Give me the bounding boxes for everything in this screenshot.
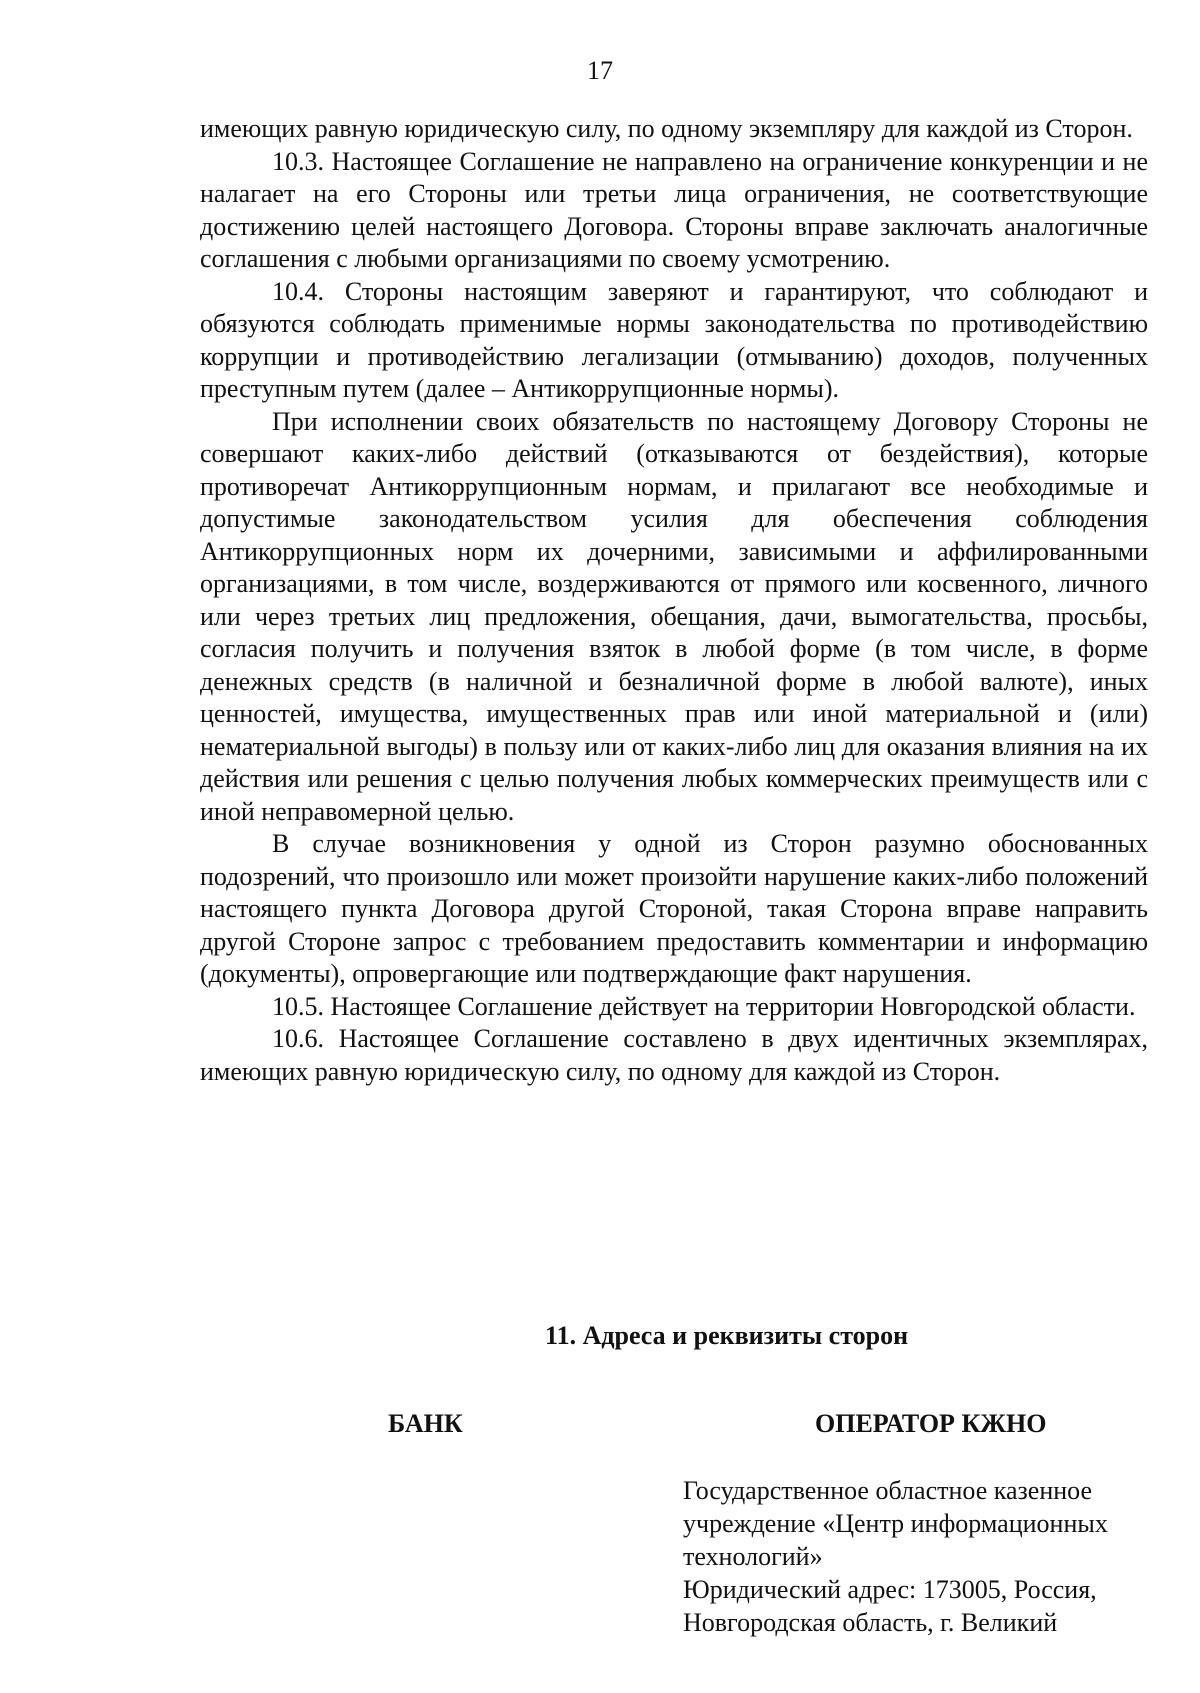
operator-details-line: Новгородская область, г. Великий [683,1608,1058,1637]
section-title: 11. Адреса и реквизиты сторон [545,1321,909,1350]
party-operator-heading: ОПЕРАТОР КЖНО [815,1409,1047,1438]
operator-details-line: технологий» [683,1542,823,1571]
paragraph-10-5: 10.5. Настоящее Соглашение действует на территории Новгородской области. [272,991,1136,1021]
operator-details-line: Юридический адрес: 173005, Россия, [683,1575,1097,1604]
paragraph: имеющих равную юридическую силу, по одному экземпляру для каждой из Сторон. [200,114,1133,143]
operator-details-line: учреждение «Центр информационных [683,1509,1108,1538]
page-number: 17 [587,56,613,85]
paragraph-10-6: 10.6. Настоящее Соглашение составлено в двух идентичных экземплярах, имеющих равную юридическую силу, по одному для каждой из Сторон. [200,1024,1148,1086]
body-text [200,113,1148,1088]
paragraph-suspicion-procedure: В случае возникновения у одной из Сторон разумно обоснованных подозрений, что произошло или может произойти нарушение каких-либо положений настоящего пункта Договора другой Стороной, такая Сторона вправе направить другой Стороне запрос с требованием предоставить комментарии и информацию (документы), опровергающие или подтверждающие факт нарушения. [200,829,1148,988]
paragraph-10-3: 10.3. Настоящее Соглашение не направлено на ограничение конкуренции и не налагает на его Стороны или третьи лица ограничения, не соответствующие достижению целей настоящего Договора. Стороны вправе заключать аналогичные соглашения с любыми организациями по своему усмотрению. [200,146,1148,273]
operator-details-line: Государственное областное казенное [683,1476,1093,1505]
party-bank-heading: БАНК [388,1409,463,1438]
paragraph-10-4: 10.4. Стороны настоящим заверяют и гарантируют, что соблюдают и обязуются соблюдать применимые нормы законодательства по противодействию коррупции и противодействию легализации (отмыванию) доходов, полученных преступным путем (далее – Антикоррупционные нормы). [200,276,1148,403]
operator-details [683,1474,1153,1639]
paragraph-anticorruption-obligations: При исполнении своих обязательств по настоящему Договору Стороны не совершают каких-либо действий (отказываются от бездействия), которые противоречат Антикоррупционным нормам, и прилагают все необходимые и допустимые законодательством усилия для обеспечения соблюдения Антикоррупционных норм их дочерними, зависимыми и аффилированными организациями, в том числе, воздерживаются от прямого или косвенного, личного или через третьих лиц предложения, обещания, дачи, вымогательства, просьбы, согласия получить и получения взяток в любой форме (в том числе, в форме денежных средств (в наличной и безналичной форме в любой валюте), иных ценностей, имущества, имущественных прав или иной материальной и (или) нематериальной выгоды) в пользу или от каких-либо лиц для оказания влияния на их действия или решения с целью получения любых коммерческих преимуществ или с иной неправомерной целью. [200,406,1148,826]
